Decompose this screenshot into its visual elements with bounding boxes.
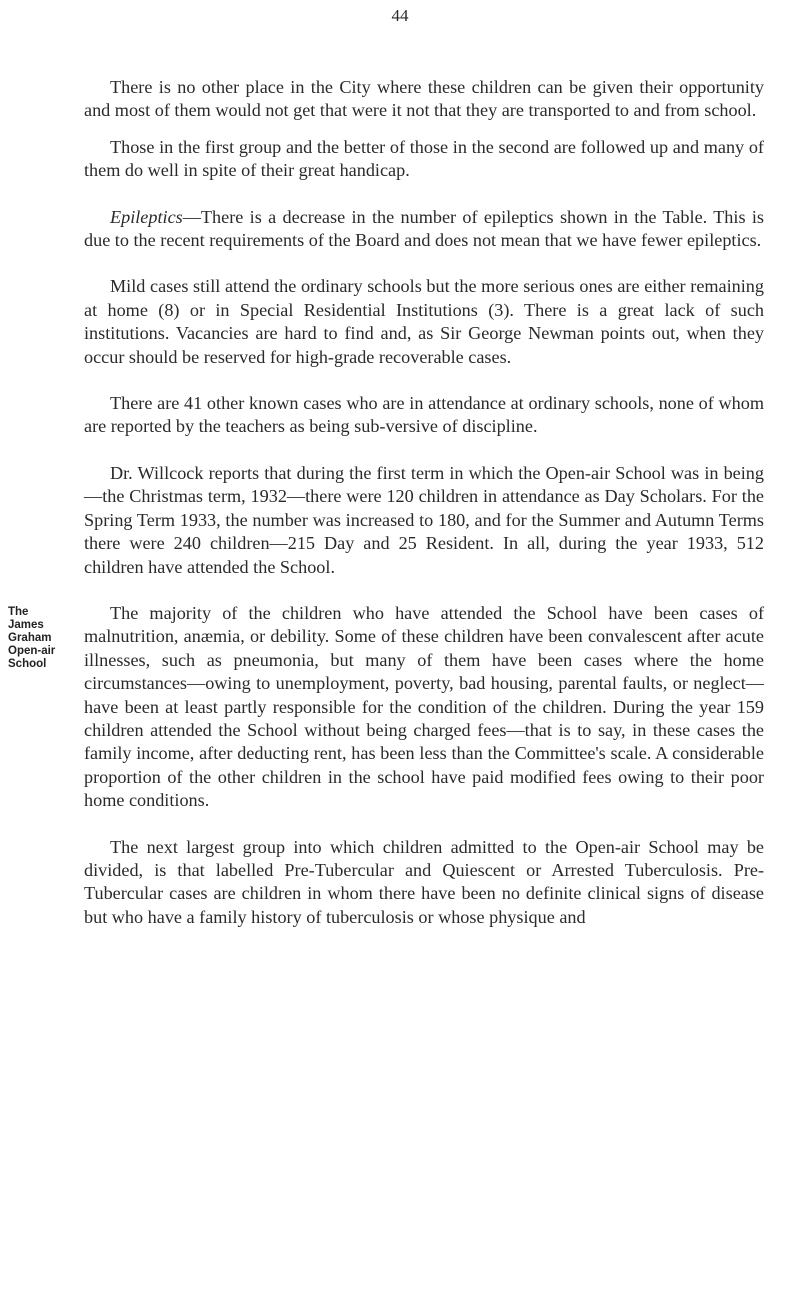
paragraph-text: —There is a decrease in the number of epileptics shown in the Table. This is due to the recent requirements of the Board and does not mean that we have fewer epileptics. [84, 206, 764, 251]
paragraph-text: Dr. Willcock reports that during the first term in which the Open-air School was in being—the Christmas term, 1932—there were 120 children in attendance as Day Scholars. For the Spring Term 1933, the number was increased to 180, and for the Summer and Autumn Terms there were 240 children—215 Day and 25 Resident. In all, during the year 1933, 512 children have attended the School. [84, 462, 764, 577]
paragraph-text: Mild cases still attend the ordinary schools but the more serious ones are either remaining at home (8) or in Special Residential Institutions (3). There is a great lack of such institutions. Vacancies are hard to find and, as Sir George Newman points out, when they occur should be reserved for high-grade recoverable cases. [84, 276, 764, 367]
paragraph-open-air-school [84, 462, 764, 579]
paragraph-epileptics [84, 206, 764, 253]
margin-heading [8, 606, 84, 671]
paragraph [84, 76, 764, 123]
paragraph-text: The next largest group into which children admitted to the Open-air School may be divided, is that labelled Pre-Tubercular and Quiescent or Arrested Tuberculosis. Pre-Tubercular cases are children in whom there have been no definite clinical signs of disease but who have a family history of tuberculosis or whose physique and [84, 836, 764, 927]
margin-heading-line: The [8, 606, 29, 618]
margin-heading-line: James Graham [8, 619, 52, 644]
paragraph-lead: Epileptics [110, 206, 183, 227]
paragraph-text: There are 41 other known cases who are in attendance at ordinary schools, none of whom are reported by the teachers as being sub-versive of discipline. [84, 393, 764, 437]
paragraph [84, 275, 764, 369]
paragraph-text: Those in the first group and the better of those in the second are followed up and many of them do well in spite of their great handicap. [84, 136, 764, 181]
paragraph [84, 136, 764, 183]
paragraph [84, 392, 764, 439]
paragraph-text: There is no other place in the City where these children can be given their opportunity and most of them would not get that were it not that they are transported to and from school. [84, 77, 764, 121]
paragraph [84, 836, 764, 930]
body-text [84, 76, 764, 942]
paragraph [84, 602, 764, 813]
margin-heading-line: Open-air School [8, 645, 56, 670]
paragraph-text: The majority of the children who have attended the School have been cases of malnutrition, anæmia, or debility. Some of these children have been convalescent after acute illnesses, such as pneumonia, but many of them have been cases where the home circumstances—owing to unemployment, poverty, bad housing, parental faults, or neglect—have been at least partly responsible for the condition of the children. During the year 159 children attended the School without being charged fees—that is to say, in these cases the family income, after deducting rent, has been less than the Committee's scale. A considerable proportion of the other children in the school have paid modified fees owing to their poor home conditions. [84, 602, 764, 811]
page-number: 44 [391, 6, 409, 25]
